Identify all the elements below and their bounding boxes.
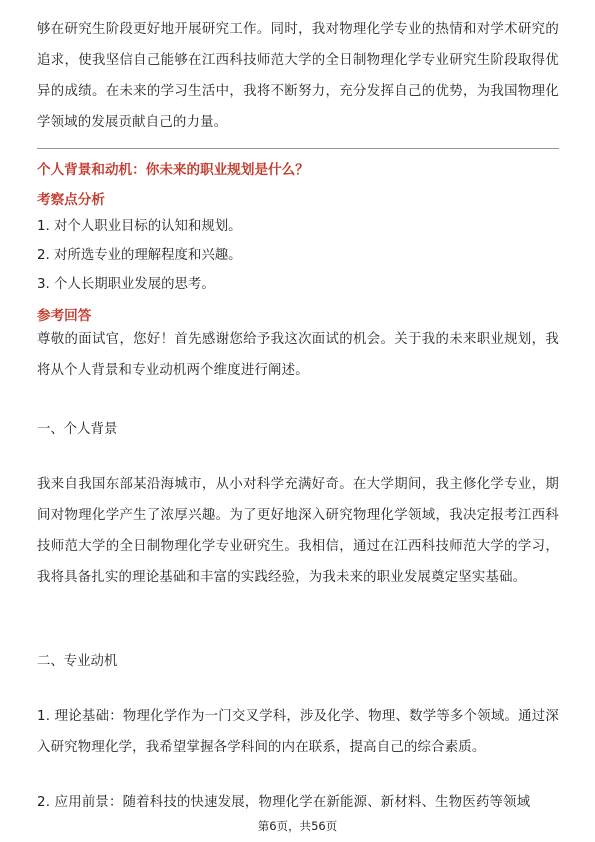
background-paragraph: 我来自我国东部某沿海城市，从小对科学充满好奇。在大学期间，我主修化学专业，期间对物理化学产生了浓厚兴趣。为了更好地深入研究物理化学领域，我决定报考江西科技师范大学的全日制物理化学专业研究生。我相信，通过在江西科技师范大学的学习，我将具备扎实的理论基础和丰富的实践经验，为我未来的职业发展奠定坚实基础。 xyxy=(37,477,559,585)
motivation-point-2: 2. 应用前景：随着科技的快速发展，物理化学在新能源、新材料、生物医药等领域 xyxy=(37,795,531,810)
analysis-item: 1. 对个人职业目标的认知和规划。 xyxy=(37,219,242,234)
analysis-item: 3. 个人长期职业发展的思考。 xyxy=(37,277,215,292)
analysis-label: 考察点分析 xyxy=(37,192,105,208)
section-heading-motivation: 二、专业动机 xyxy=(37,654,118,669)
point2-block xyxy=(37,787,559,818)
background-block xyxy=(37,469,559,593)
page-footer: 第6页，共56页 xyxy=(257,819,338,833)
point1-block xyxy=(37,701,559,763)
intro-paragraph: 够在研究生阶段更好地开展研究工作。同时，我对物理化学专业的热情和对学术研究的追求，使我坚信自己能够在江西科技师范大学的全日制物理化学专业研究生阶段取得优异的成绩。在未来的学习生活中，我将不断努力，充分发挥自己的优势，为我国物理化学领域的发展贡献自己的力量。 xyxy=(37,22,559,130)
question-title: 个人背景和动机：你未来的职业规划是什么？ xyxy=(37,162,309,178)
answer-opening: 尊敬的面试官，您好！首先感谢您给予我这次面试的机会。关于我的未来职业规划，我将从个人背景和专业动机两个维度进行阐述。 xyxy=(37,332,559,378)
answer-opening-block xyxy=(37,324,559,386)
section-heading-background: 一、个人背景 xyxy=(37,422,118,437)
analysis-item: 2. 对所选专业的理解程度和兴趣。 xyxy=(37,248,242,263)
motivation-point-1: 1. 理论基础：物理化学作为一门交叉学科，涉及化学、物理、数学等多个领域。通过深入研究物理化学，我希望掌握各学科间的内在联系，提高自己的综合素质。 xyxy=(37,709,559,755)
intro-block xyxy=(37,14,559,138)
answer-label: 参考回答 xyxy=(37,308,92,324)
section-divider xyxy=(37,148,559,149)
